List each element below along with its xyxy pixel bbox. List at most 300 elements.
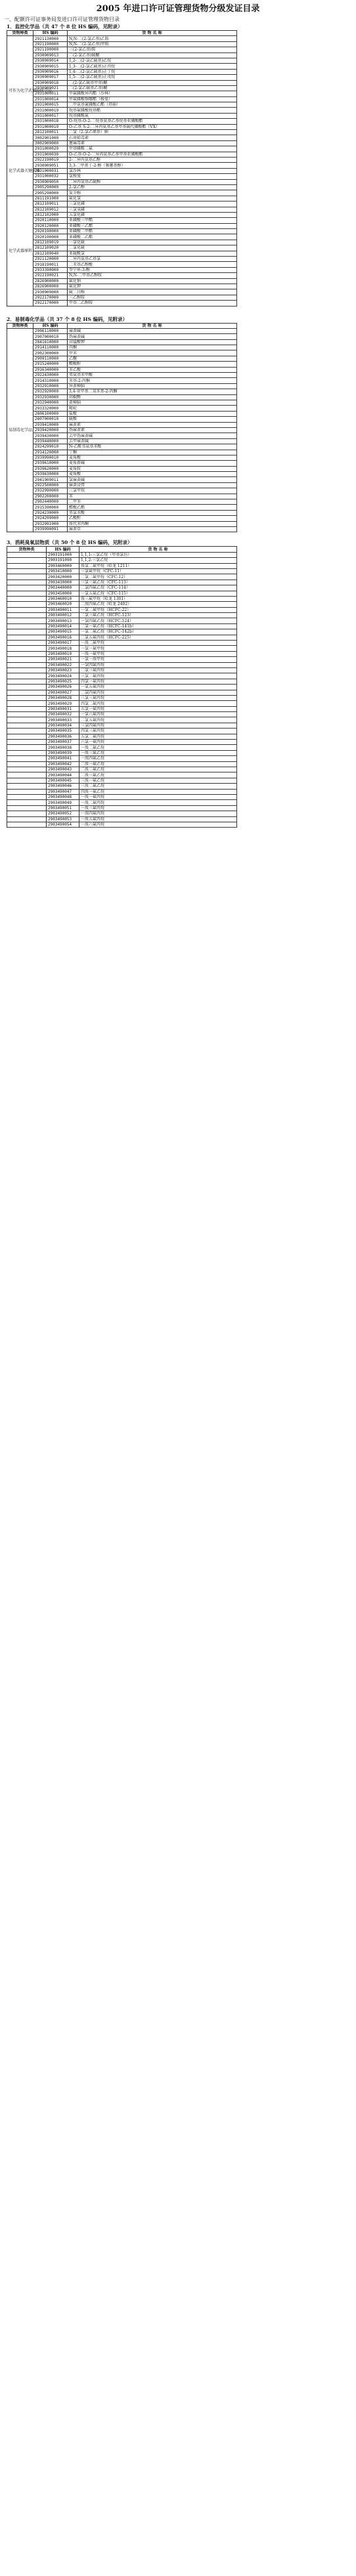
hs-code-cell: 2939630000 [33,472,68,477]
goods-name-cell: 麦角新碱 [68,461,237,466]
table-row [7,526,237,532]
category-cell [7,784,47,789]
hs-code-cell: 2903420000 [47,574,79,580]
hs-code-cell: 2903490016 [47,635,79,640]
goods-name-cell: 烷基膦酰氟 [68,113,237,118]
goods-name-cell: 苯基-2-丙酮 [68,378,237,383]
table-row [7,574,237,580]
goods-name-cell: 3,4-亚甲基二氧苯基-2-丙酮 [68,389,237,394]
goods-name-cell: 三氯甲烷 [68,488,237,494]
goods-name-cell: 一氯二氟甲烷（HCFC-22） [79,607,237,612]
goods-name-cell: 伪麻黄素 [68,427,237,433]
header-hs-code: HS 编码 [33,31,68,36]
hs-code-cell: 2903490041 [47,756,79,761]
hs-code-cell: 2812109012 [33,207,68,212]
hs-code-cell: 2826900000 [33,284,68,289]
hs-code-cell: 2903490025 [47,679,79,684]
table-row [7,438,237,444]
goods-name-cell: 五氯一氟丙烷 [79,706,237,711]
table-row [7,417,237,422]
header-category: 货物种类 [7,31,33,36]
goods-name-cell: 黄樟脑 [68,400,237,406]
hs-code-cell: 2806100000 [33,411,68,416]
table-row [7,422,237,427]
section-1-heading: 一、配额许可证事务局发进口许可证管理货物目录 [4,16,120,22]
hs-code-cell: 2903490048 [47,794,79,799]
goods-name-cell: 3,3-二甲基丁-2-醇（频哪基醇） [68,163,237,168]
table-row [7,91,237,96]
hs-code-cell: 2914110000 [33,345,68,350]
goods-name-cell: 二氯四氟丙烷 [79,690,237,695]
hs-code-cell: 2939440000 [33,438,68,444]
header-goods-name: 货 物 名 称 [68,31,237,36]
table-header-row [7,31,237,36]
hs-code-cell: 2924299000 [33,516,68,521]
table-row [7,580,237,585]
category-cell [7,602,47,607]
category-cell [7,568,47,574]
hs-code-cell: 2922500000 [33,482,68,488]
category-cell: 化学武器原料 [7,196,33,306]
table-row [7,602,237,607]
hs-code-cell: 2903490024 [47,673,79,679]
table-row [7,124,237,129]
table-row [7,482,237,488]
hs-code-cell: 2903490051 [47,805,79,811]
table-row [7,805,237,811]
hs-code-cell: 2932991000 [33,521,68,526]
category-cell [7,740,47,745]
table-row [7,701,237,706]
goods-name-cell: 苯 [68,494,237,499]
table-row [7,96,237,102]
table-row [7,163,237,168]
table-row [7,130,237,135]
table-row [7,673,237,679]
table-row [7,563,237,568]
goods-name-cell: 一氯化硫 [68,240,237,245]
goods-name-cell: 亚磷酸三甲酯 [68,218,237,223]
table-header-row [7,323,237,328]
goods-name-cell: 亚磷酸二乙酯 [68,234,237,240]
hs-code-cell: 2903490052 [47,811,79,816]
category-cell [7,772,47,778]
goods-name-cell: 盐酸 [68,411,237,416]
goods-name-cell: 氯沙林 [68,168,237,173]
goods-name-cell: 硫酸 [68,417,237,422]
hs-code-cell: 2920120000 [33,223,68,228]
table-row [7,728,237,734]
goods-name-cell: 一溴四氟丙烷 [79,811,237,816]
category-cell [7,623,47,629]
hs-code-cell: 2807000010 [33,417,68,422]
monitored-chemicals-table [7,30,237,306]
table-row [7,152,237,157]
category-cell [7,613,47,618]
goods-name-cell: 氟化钾 [68,284,237,289]
hs-code-cell: 2903490012 [47,613,79,618]
goods-name-cell: 二氯一氟乙烷（HCFC-141b） [79,623,237,629]
goods-name-cell: 二苯基乙醇酸 [68,262,237,267]
hs-code-cell: 2931000011 [33,91,68,96]
hs-code-cell: 2903490027 [47,690,79,695]
goods-name-cell: 丙酮 [68,345,237,350]
goods-name-cell: 一溴二氟甲烷 [79,641,237,646]
category-cell [7,761,47,767]
table-row [7,383,237,389]
goods-name-cell: 三氯氧磷 [68,207,237,212]
goods-name-cell: 二氯五氟丙烷（HCFC-225） [79,635,237,640]
table-header-row [7,547,237,552]
table-row [7,119,237,124]
hs-code-cell: 2826900000 [33,278,68,284]
hs-code-cell: 2903490029 [47,701,79,706]
category-cell [7,767,47,772]
table-row [7,450,237,455]
goods-name-cell: N,N-二(2-氯乙基)乙胺 [68,36,237,41]
hs-code-cell: 2931000019 [33,124,68,129]
hs-code-cell: 2903490011 [47,607,79,612]
hs-code-cell: 2909110000 [33,356,68,361]
table-row [7,229,237,234]
goods-name-cell: 麻黄浸膏 [68,482,237,488]
hs-code-cell: 2903490035 [47,728,79,734]
goods-name-cell: 乙醚 [68,356,237,361]
goods-name-cell: 醋酸乙酯 [68,505,237,510]
goods-name-cell: 一溴一氟甲烷 [79,651,237,656]
hs-code-cell: 2939610000 [33,461,68,466]
table-row [7,174,237,179]
hs-code-cell: 2941909011 [33,477,68,482]
table-row [7,85,237,91]
goods-name-cell: 一氯四氟乙烷（HCFC-124） [79,618,237,623]
table-row [7,140,237,146]
table-row [7,400,237,406]
table-row [7,257,237,262]
table-row [7,784,237,789]
hs-code-cell: 2939620000 [33,466,68,471]
table-row [7,267,237,272]
goods-name-cell: 伪麻黄碱 [68,334,237,339]
category-cell: 可作为化学武器的化学品 [7,36,33,146]
table-row [7,433,237,438]
table-row [7,510,237,515]
goods-name-cell: 苯乙酸 [68,367,237,372]
table-row [7,789,237,794]
category-cell [7,685,47,690]
table-row [7,690,237,695]
table-row [7,223,237,228]
category-cell: 化学武器关键前体 [7,146,33,196]
hs-code-cell: 2905290000 [33,190,68,196]
goods-name-cell: 2-氯乙醇 [68,184,237,190]
table-row [7,301,237,306]
table-row [7,427,237,433]
header-category: 货物种类 [7,547,47,552]
hs-code-cell: 2903490054 [47,822,79,827]
hs-code-cell: 2921130000 [33,36,68,41]
table-row [7,251,237,256]
category-cell [7,712,47,717]
hs-code-cell: 3002909000 [33,140,68,146]
goods-name-cell: 氟化钠 [68,278,237,284]
category-cell [7,641,47,646]
hs-code-cell: 2903490013 [47,618,79,623]
table-row [7,685,237,690]
ozone-depleting-substances-table [7,546,237,828]
hs-code-cell: 2902300000 [33,350,68,356]
hs-code-cell: 2903460020 [47,602,79,607]
table-row [7,568,237,574]
goods-name-cell: 哌啶 [68,406,237,411]
category-cell [7,723,47,728]
hs-code-cell: 2930909018 [33,80,68,85]
table-row [7,406,237,411]
goods-name-cell: 二甲氨基氰膦酸乙酯（塔崩） [68,102,237,108]
hs-code-cell: 2931000032 [33,174,68,179]
hs-code-cell: 2903490042 [47,761,79,767]
category-cell [7,800,47,805]
table-row [7,108,237,113]
table-row [7,179,237,184]
goods-name-cell: 一溴三氟丙烷 [79,805,237,811]
goods-name-cell: 高锰酸钾 [68,339,237,345]
goods-name-cell: 三(2-氯乙基)胺 [68,47,237,53]
hs-code-cell: 2930909016 [33,69,68,74]
hs-code-cell: 2939410000 [33,422,68,427]
goods-name-cell: 烷基氟膦酸烷基酯 [68,108,237,113]
hs-code-cell: 2930909021 [33,85,68,91]
category-cell [7,750,47,755]
hs-code-cell: 2811191000 [33,196,68,201]
header-goods-name: 货 物 名 称 [68,323,237,328]
hs-code-cell: 2903460000 [47,563,79,568]
hs-code-cell: 2903490043 [47,767,79,772]
table-row [7,717,237,723]
hs-code-cell: 2931000019 [33,108,68,113]
table-row [7,69,237,74]
goods-name-cell: 1,4-二(2-氯乙硫基)正丁烷 [68,69,237,74]
table-row [7,284,237,289]
table-row [7,800,237,805]
table-row [7,772,237,778]
hs-code-cell: 2939430000 [33,433,68,438]
table-row [7,196,237,201]
hs-code-cell: 2931000029 [33,146,68,152]
goods-name-cell: 1,1,2-三氯乙烷 [79,558,237,563]
table-row [7,278,237,284]
hs-code-cell: 2903490037 [47,740,79,745]
category-cell [7,673,47,679]
table-row [7,505,237,510]
table-row [7,558,237,563]
goods-name-cell: 三氯三氟丙烷 [79,695,237,700]
hs-code-cell: 2903490028 [47,695,79,700]
category-cell [7,585,47,591]
table-row [7,734,237,739]
table-row [7,472,237,477]
goods-name-cell: 四氯三氟丙烷 [79,728,237,734]
hs-code-cell: 2903490018 [47,646,79,651]
goods-name-cell: 一溴二氟乙烷 [79,745,237,750]
table-row [7,157,237,162]
goods-name-cell: 四氯一氟丙烷 [79,679,237,684]
table-row [7,135,237,140]
category-cell [7,695,47,700]
hs-code-cell: 2903490026 [47,685,79,690]
table-row [7,207,237,212]
section-1-subheading: 1．监控化学品（共 47 个 8 位 HS 编码，见附录） [7,24,123,30]
category-cell [7,728,47,734]
table-row [7,618,237,623]
table-row [7,477,237,482]
table-row [7,102,237,108]
hs-code-cell: 2903490015 [47,629,79,635]
category-cell [7,596,47,601]
hs-code-cell: 2907000010 [33,334,68,339]
table-row [7,822,237,827]
hs-code-cell: 2903450000 [47,591,79,596]
hs-code-cell: 2920110000 [33,218,68,223]
hs-code-cell: 2931000018 [33,119,68,124]
goods-name-cell: 一溴二氟丙烷 [79,800,237,805]
table-row [7,289,237,295]
goods-name-cell: 二氯化硫 [68,245,237,251]
goods-name-cell: 二氯三氟丙烷 [79,667,237,673]
header-hs-code: HS 编码 [33,323,68,328]
goods-name-cell: 麻黄素 [68,422,237,427]
header-goods-name: 货 物 名 称 [79,547,237,552]
goods-name-cell: 三氯二氟丙烷 [79,673,237,679]
hs-code-cell: 3002901000 [33,135,68,140]
goods-name-cell: 一溴三氟乙烷 [79,750,237,755]
goods-name-cell: 六氯一氟丙烷 [79,740,237,745]
category-cell [7,574,47,580]
hs-code-cell: 2903440000 [47,585,79,591]
hs-code-cell: 2903490014 [47,623,79,629]
table-row [7,641,237,646]
goods-name-cell: 二氯三氟乙烷（HCFC-123） [79,613,237,618]
goods-name-cell: 氯梭曼 [68,174,237,179]
goods-name-cell: 二(2-氯乙硫基乙基)醚 [68,85,237,91]
goods-name-cell: 二氯二氟甲烷（CFC-12） [79,574,237,580]
hs-code-cell: 2903490046 [47,784,79,789]
table-row [7,64,237,69]
hs-code-cell: 2924299010 [33,444,68,450]
section-2-subheading: 2．易制毒化学品（共 37 个 8 位 HS 编码，见附录） [7,316,128,322]
goods-name-cell: 1,3-二(2-氯乙硫基)正丙烷 [68,64,237,69]
table-row [7,623,237,629]
goods-name-cell: 麦角酸 [68,455,237,460]
goods-name-cell: 一溴六氟丙烷 [79,822,237,827]
goods-name-cell: 溴三氟甲烷（哈龙 1301） [79,596,237,601]
category-cell [7,618,47,623]
table-row [7,657,237,662]
table-row [7,190,237,196]
hs-code-cell: 2812100011 [33,130,68,135]
category-cell [7,690,47,695]
goods-name-cell: 甲基膦酰二氟 [68,146,237,152]
goods-name-cell: N-乙酰邻氨基苯酸 [68,444,237,450]
hs-code-cell: 2939420000 [33,427,68,433]
table-row [7,816,237,822]
hs-code-cell: 2931000017 [33,113,68,118]
hs-code-cell: 2930909013 [33,53,68,58]
category-cell [7,794,47,799]
section-3-heading: 3．消耗臭氧层物质（共 50 个 8 位 HS 编码，见附录） [7,539,133,546]
goods-name-cell: 邻氯苯酸 [68,510,237,515]
header-category: 货物种类 [7,323,33,328]
goods-name-cell: 三氯三氟乙烷（CFC-113） [79,580,237,585]
hs-code-cell: 2933390000 [33,267,68,272]
goods-name-cell: 二溴二氟乙烷 [79,767,237,772]
hs-code-cell: 2903490038 [47,745,79,750]
goods-name-cell: 麦角胺 [68,466,237,471]
table-row [7,591,237,596]
category-cell [7,629,47,635]
goods-name-cell: 去甲伪麻黄碱 [68,433,237,438]
table-row [7,740,237,745]
hs-code-cell: 2922190021 [33,273,68,278]
table-row [7,53,237,58]
goods-name-cell: 溴代苯丙酮 [68,521,237,526]
category-cell [7,580,47,585]
goods-name-cell: 乙酸酐 [68,516,237,521]
category-cell [7,706,47,711]
goods-name-cell: 二溴四氟乙烷（哈龙 2402） [79,602,237,607]
table-row [7,273,237,278]
table-row [7,47,237,53]
table-row [7,761,237,767]
category-cell [7,811,47,816]
goods-name-cell: 一氯五氟丙烷 [79,685,237,690]
hs-code-cell: 2933320000 [33,406,68,411]
category-cell [7,667,47,673]
hs-code-cell: 2920190000 [33,234,68,240]
table-row [7,58,237,63]
hs-code-cell: 2812102000 [33,212,68,217]
goods-name-cell: 三氯化磷 [68,201,237,207]
goods-name-cell: O-烷基-O-2-二烷基氨基乙基烷基亚膦酸酯 [68,119,237,124]
category-cell [7,552,47,557]
goods-name-cell: 一氯一氟甲烷 [79,646,237,651]
goods-name-cell: 邻氨基苯甲酸 [68,373,237,378]
hs-code-cell: 2920190000 [33,229,68,234]
category-cell [7,558,47,563]
table-row [7,212,237,217]
goods-name-cell: 麻黄草 [68,526,237,532]
table-row [7,80,237,85]
table-row [7,389,237,394]
hs-code-cell: 2841610000 [33,339,68,345]
hs-code-cell: 2902440000 [33,499,68,505]
goods-name-cell: 二异丙氨基乙硫醇 [68,179,237,184]
goods-name-cell: 一溴四氟乙烷 [79,756,237,761]
hs-code-cell: 2903490047 [47,789,79,794]
goods-name-cell: 1,2-二(2-氯乙硫基)乙烷 [68,58,237,63]
hs-code-cell: 2903410000 [47,568,79,574]
hs-code-cell: 2903490031 [47,706,79,711]
table-row [7,75,237,80]
document-page [0,0,356,828]
hs-code-cell: 2930909050 [33,179,68,184]
table-row [7,36,237,41]
goods-name-cell: 胡椒醛 [68,394,237,400]
goods-name-cell: O-乙基 S-2-二异丙氨基乙基甲基硫代膦酸酯（VX） [68,124,237,129]
hs-code-cell: 2930909017 [33,75,68,80]
hs-code-cell: 2903490049 [47,800,79,805]
table-row [7,706,237,711]
